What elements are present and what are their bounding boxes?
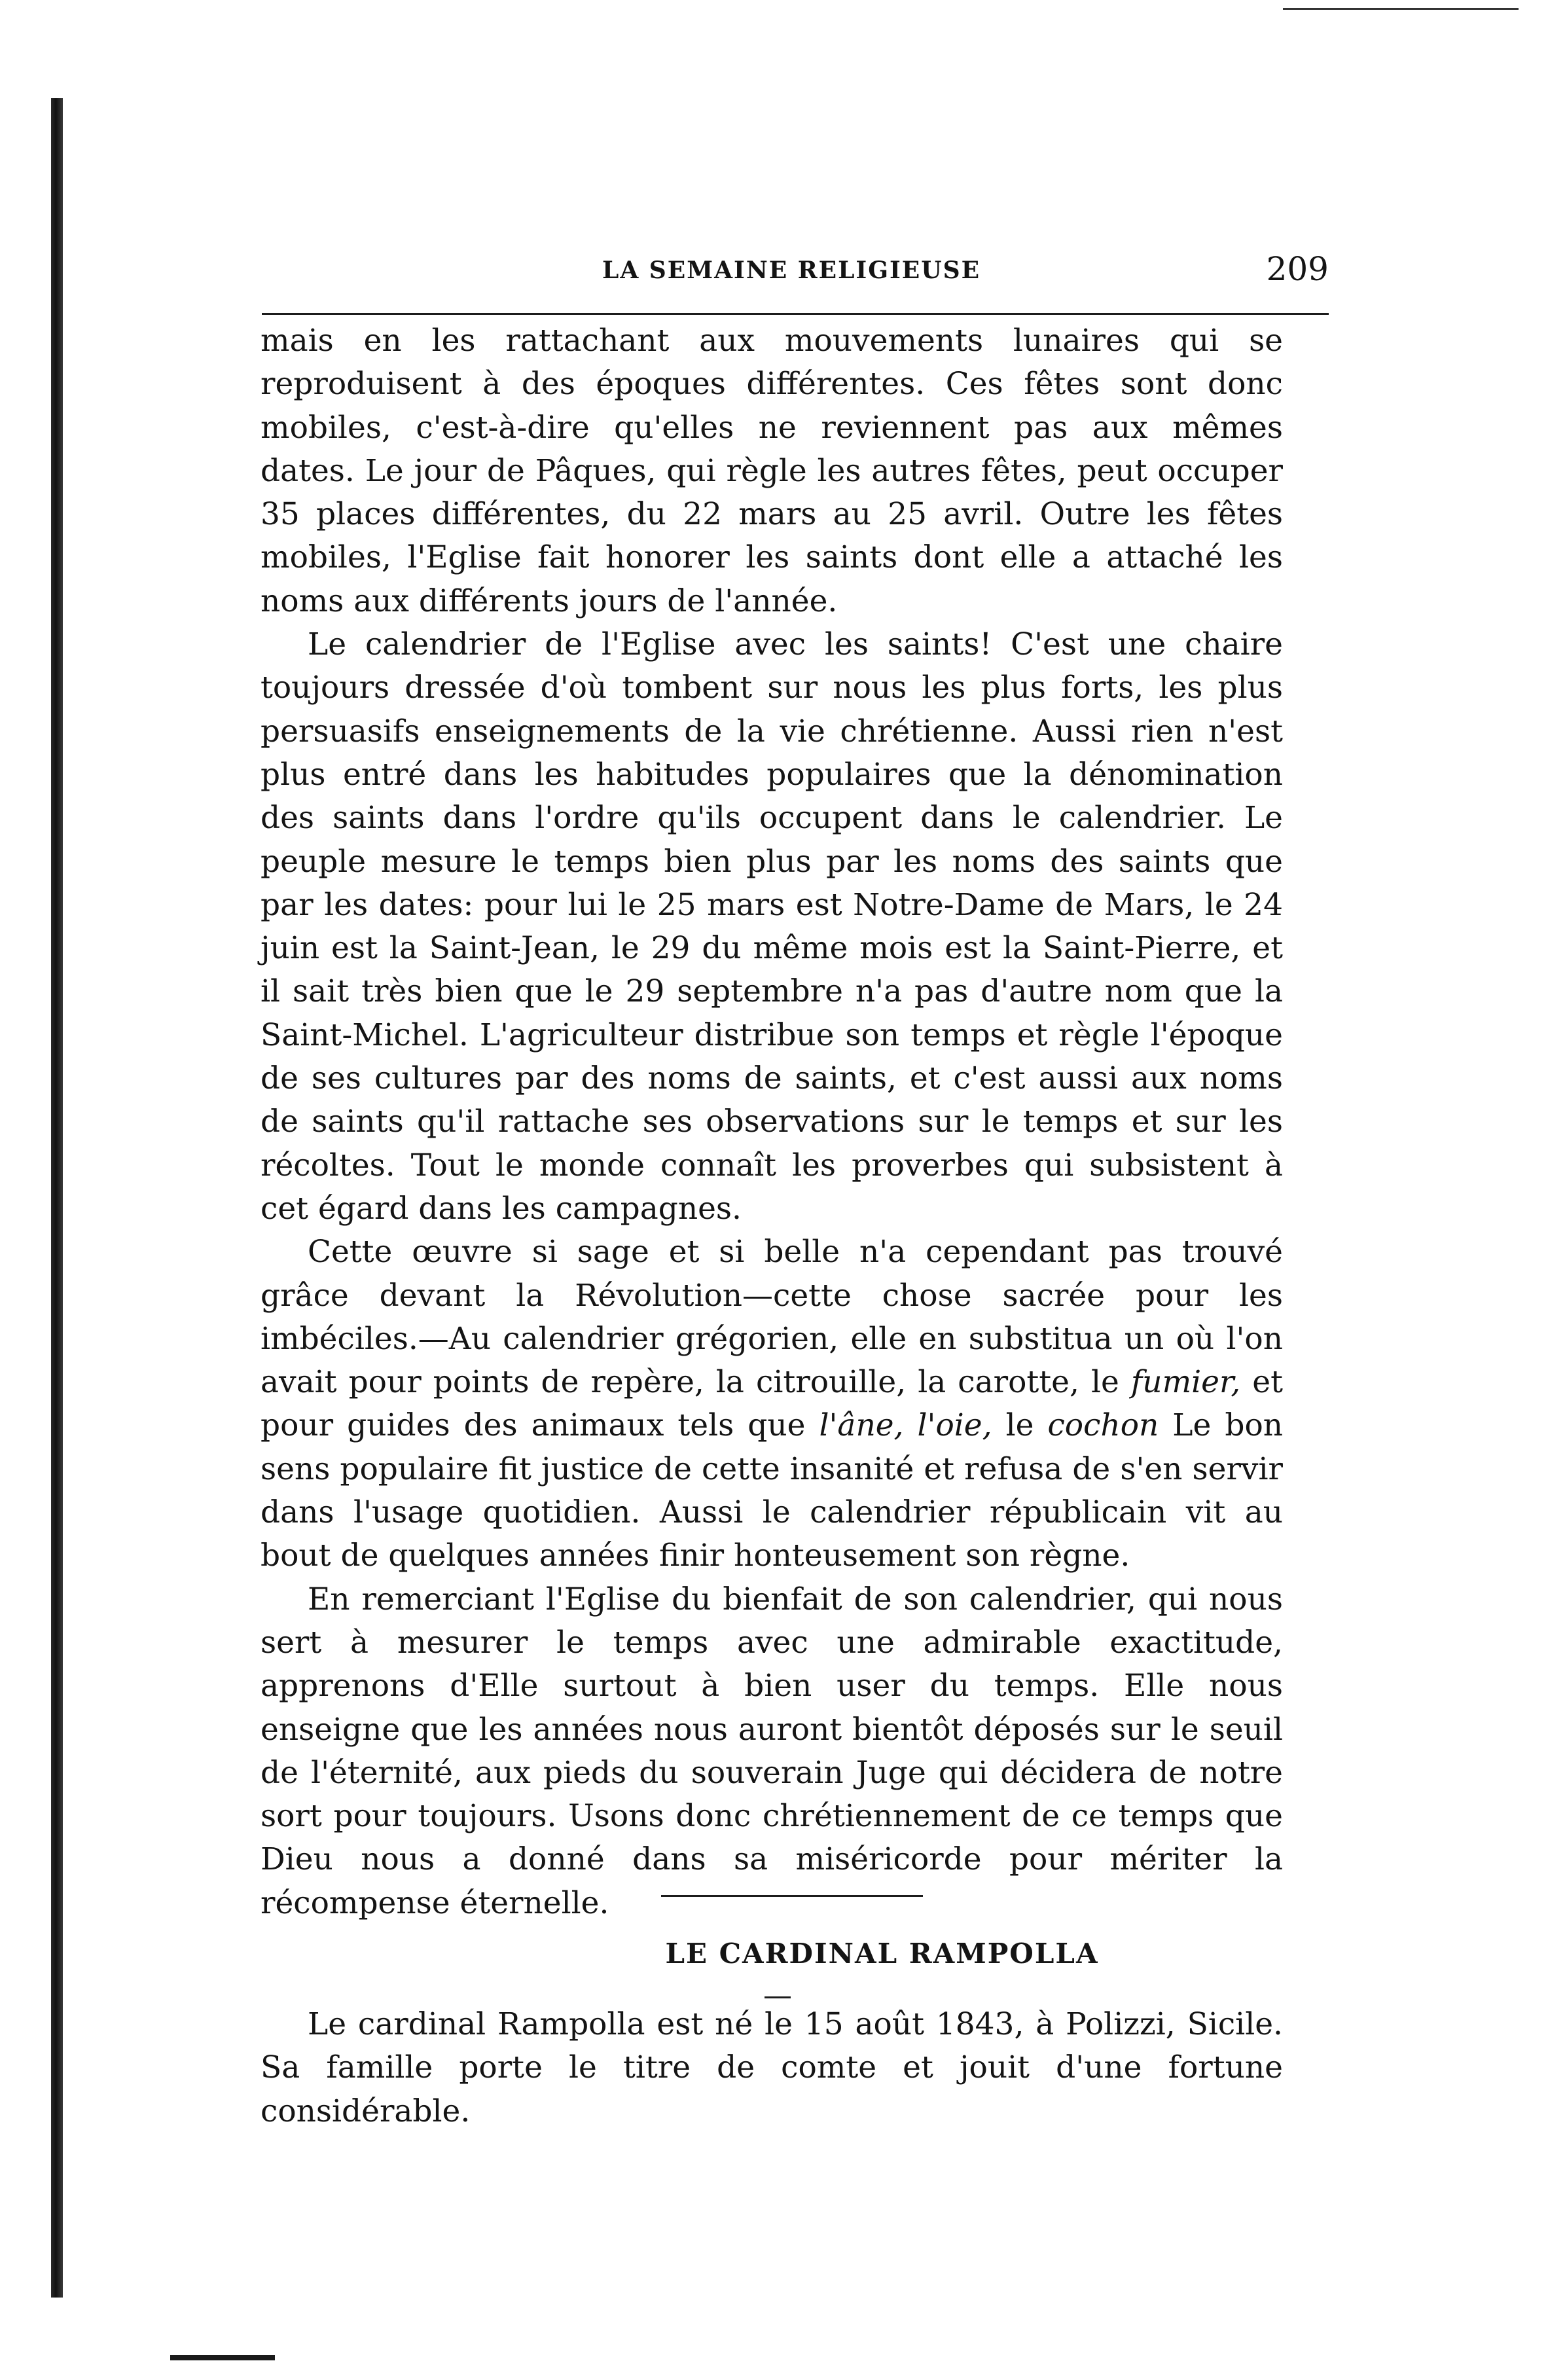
paragraph-3 <box>261 1231 1283 1578</box>
italic-fumier: fumier, <box>1130 1364 1241 1401</box>
paragraph-2: Le calendrier de l'Eglise avec les saints! C'est une chaire toujours dressée d'où tombent sur nous les plus forts, les plus persuasifs enseignements de la vie chrétienne. Aussi rien n'est plus entré dans les habitudes populaires que la dénomination des saints dans l'ordre qu'ils occupent dans le calendrier. Le peuple mesure le temps bien plus par les noms des saints que par les dates: pour lui le 25 mars est Notre-Dame de Mars, le 24 juin est la Saint-Jean, le 29 du même mois est la Saint-Pierre, et il sait très bien que le 29 septembre n'a pas d'autre nom que la Saint-Michel. L'agriculteur distribue son temps et règle l'époque de ses cultures par des noms de saints, et c'est aussi aux noms de saints qu'il rattache ses observations sur le temps et sur les récoltes. Tout le monde connaît les proverbes qui subsistent à cet égard dans les campagnes. <box>261 626 1283 1227</box>
binding-foot <box>170 2355 275 2360</box>
section-heading: LE CARDINAL RAMPOLLA <box>665 1938 1099 1970</box>
top-rule <box>1283 8 1519 10</box>
italic-cochon: cochon <box>1047 1407 1159 1444</box>
page-number: 209 <box>1266 250 1329 288</box>
body-text <box>261 319 1283 1925</box>
paragraph-3-after-fumier: et pour guides des animaux tels que <box>261 1364 1283 1444</box>
section-paragraph: Le cardinal Rampolla est né le 15 août 1843, à Polizzi, Sicile. Sa famille porte le titre de comte et jouit d'une fortune considérable. <box>261 2006 1283 2129</box>
paragraph-3-start: Cette œuvre si sage et si belle n'a cependant pas trouvé grâce devant la Révolution—cette chose sacrée pour les imbéciles.—Au calendrier grégorien, elle en substitua un où l'on avait pour points de repère, la citrouille, la carotte, le <box>261 1234 1283 1401</box>
section-divider <box>661 1895 923 1897</box>
paragraph-3-between: le <box>992 1407 1048 1444</box>
section-small-rule <box>765 1996 791 1998</box>
italic-oie: l'oie, <box>917 1407 992 1444</box>
paragraph-3-space <box>903 1407 917 1443</box>
paragraph-4: En remerciant l'Eglise du bienfait de son calendrier, qui nous sert à mesurer le temps avec une admirable exactitude, apprenons d'Elle surtout à bien user du temps. Elle nous enseigne que les années nous auront bientôt déposés sur le seuil de l'éternité, aux pieds du souverain Juge qui décidera de notre sort pour toujours. Usons donc chrétiennement de ce temps que Dieu nous a donné dans sa miséricorde pour mériter la récompense éternelle. <box>261 1581 1283 1921</box>
paragraph-1: mais en les rattachant aux mouvements lunaires qui se reproduisent à des époques différentes. Ces fêtes sont donc mobiles, c'est-à-dire qu'elles ne reviennent pas aux mêmes dates. Le jour de Pâques, qui règle les autres fêtes, peut occuper 35 places différentes, du 22 mars au 25 avril. Outre les fêtes mobiles, l'Eglise fait honorer les saints dont elle a attaché les noms aux différents jours de l'année. <box>261 323 1283 619</box>
section-text <box>261 2003 1283 2133</box>
header-rule <box>262 313 1329 315</box>
running-title: LA SEMAINE RELIGIEUSE <box>602 257 981 284</box>
paragraph-3-rest: Le bon sens populaire fit justice de cette insanité et refusa de s'en servir dans l'usage quotidien. Aussi le calendrier républicain vit au bout de quelques années finir honteusement son règne. <box>261 1407 1284 1574</box>
page-header <box>262 250 1329 296</box>
italic-ane: l'âne, <box>819 1407 904 1444</box>
